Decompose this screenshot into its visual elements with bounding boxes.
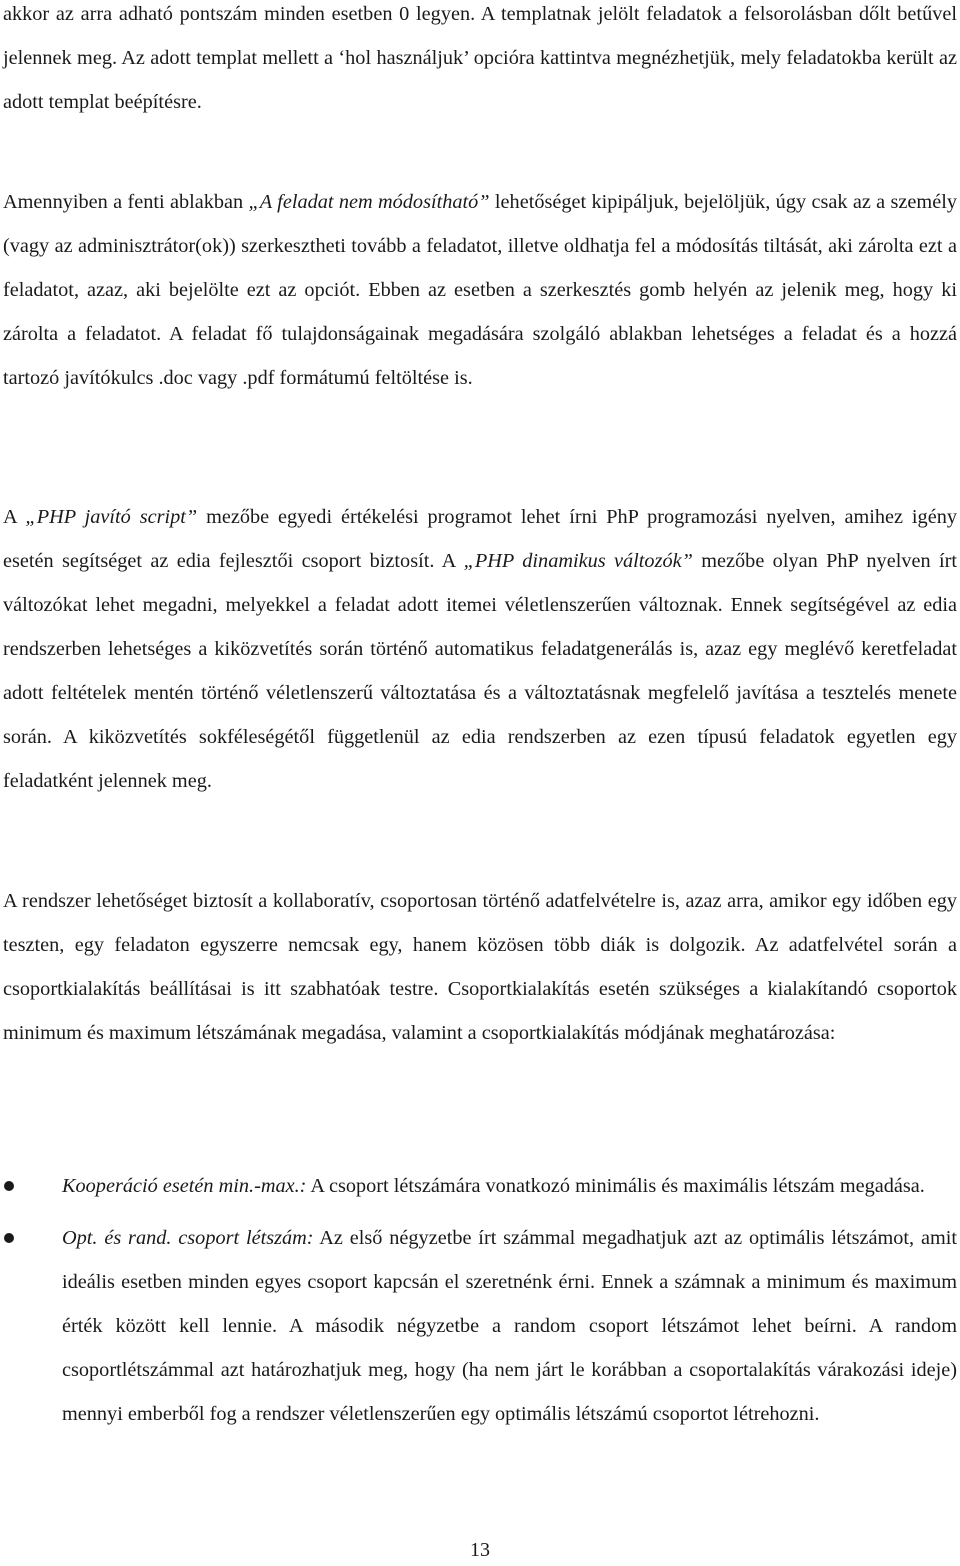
- italic-term: „A feladat nem módosítható”: [248, 191, 490, 213]
- paragraph-templat-info: [3, 0, 957, 124]
- list-item: [0, 1216, 957, 1436]
- bullet-icon: [4, 1233, 14, 1243]
- italic-term: „PHP dinamikus változók”: [463, 550, 693, 572]
- page-number: 13: [470, 1539, 490, 1561]
- list-item-text: A csoport létszámára vonatkozó minimális és maximális létszám megadása.: [306, 1175, 925, 1197]
- paragraph-text: lehetőséget kipipáljuk, bejelöljük, úgy csak az a személy (vagy az adminisztrátor(ok)) szerkesztheti tovább a feladatot, illetve oldhatja fel a módosítás tiltását, aki zárolta ezt a feladatot, azaz, aki bejelölte ezt az opciót. Ebben az esetben a szerkesztés gomb helyén az jelenik meg, hogy ki zárolta a feladatot. A feladat fő tulajdonságainak megadására szolgáló ablakban lehetséges a feladat és a hozzá tartozó javítókulcs .doc vagy .pdf formátumú feltöltése is.: [3, 191, 957, 389]
- italic-term: „PHP javító script”: [25, 506, 198, 528]
- paragraph-text: mezőbe egyedi értékelési programot lehet írni PhP programozási nyelven, amihez igény esetén segítséget az edia fejlesztői csoport biztosít. A: [3, 506, 957, 572]
- bullet-icon: [4, 1181, 14, 1191]
- paragraph-text: mezőbe olyan PhP nyelven írt változókat lehet megadni, melyekkel a feladat adott itemei véletlenszerűen változnak. Ennek segítségével az edia rendszerben lehetséges a kiközvetítés során történő automatikus feladatgenerálás is, azaz egy meglévő keretfeladat adott feltételek mentén történő véletlenszerű változtatása és a változtatásnak megfelelő javítása a tesztelés menete során. A kiközvetítés sokféleségétől függetlenül az edia rendszerben az ezen típusú feladatok egyetlen egy feladatként jelennek meg.: [3, 550, 957, 792]
- paragraph-text: A rendszer lehetőséget biztosít a kollaboratív, csoportosan történő adatfelvételre is, azaz arra, amikor egy időben egy teszten, egy feladaton egyszerre nemcsak egy, hanem közösen több diák is dolgozik. Az adatfelvétel során a csoportkialakítás beállításai is itt szabhatóak testre. Csoportkialakítás esetén szükséges a kialakítandó csoportok minimum és maximum létszámának megadása, valamint a csoportkialakítás módjának meghatározása:: [3, 890, 957, 1044]
- paragraph-text: Amennyiben a fenti ablakban: [3, 191, 249, 213]
- paragraph-text: akkor az arra adható pontszám minden esetben 0 legyen. A templatnak jelölt feladatok a felsorolásban dőlt betűvel jelennek meg. Az adott templat mellett a ‘hol használjuk’ opcióra kattintva megnézhetjük, mely feladatokba került az adott templat beépítésre.: [3, 3, 957, 113]
- paragraph-php-script: [3, 495, 957, 803]
- italic-term: Kooperáció esetén min.-max.:: [62, 1175, 307, 1197]
- list-item: [0, 1164, 957, 1208]
- paragraph-text: A: [3, 506, 26, 528]
- paragraph-collaboration: [3, 879, 957, 1055]
- bullet-list: [0, 1164, 957, 1436]
- paragraph-locking: [3, 180, 957, 400]
- italic-term: Opt. és rand. csoport létszám:: [62, 1227, 314, 1249]
- list-item-text: Az első négyzetbe írt számmal megadhatjuk azt az optimális létszámot, amit ideális esetben minden egyes csoport kapcsán el szeretnénk érni. Ennek a számnak a minimum és maximum érték között kell lennie. A második négyzetbe a random csoport létszámot lehet beírni. A random csoportlétszámmal azt határozhatjuk meg, hogy (ha nem járt le korábban a csoportalakítás várakozási ideje) mennyi emberből fog a rendszer véletlenszerűen egy optimális létszámú csoportot létrehozni.: [62, 1227, 957, 1425]
